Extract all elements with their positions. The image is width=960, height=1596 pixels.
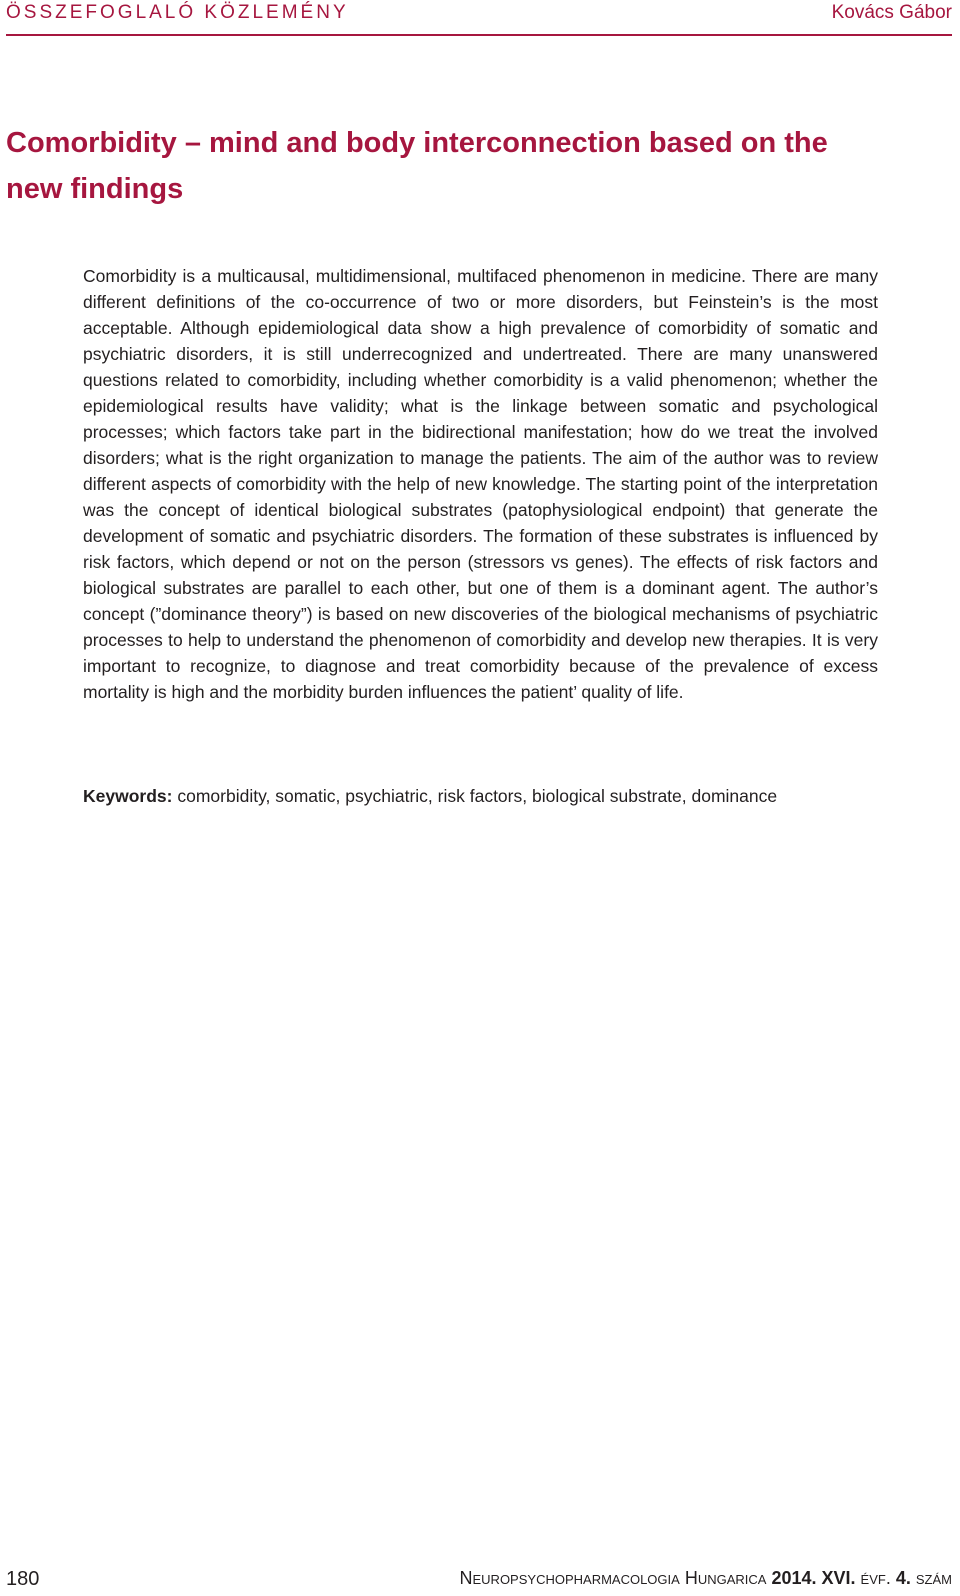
keywords-list: comorbidity, somatic, psychiatric, risk factors, biological substrate, dominance: [177, 786, 778, 806]
running-header: [6, 0, 952, 36]
section-label: ÖSSZEFOGLALÓ KÖZLEMÉNY: [6, 2, 349, 23]
volume-unit: évf.: [860, 1568, 891, 1588]
article-title: Comorbidity – mind and body interconnection based on the new findings: [6, 127, 828, 205]
journal-issue: 4.: [895, 1568, 911, 1588]
issue-unit: szám: [915, 1568, 952, 1588]
author-name: Kovács Gábor: [831, 2, 952, 23]
page-number: 180: [6, 1568, 40, 1590]
keywords: [83, 783, 878, 809]
abstract-text: Comorbidity is a multicausal, multidimensional, multifaced phenomenon in medicine. There are many different definitions of the co-occurrence of two or more disorders, but Feinstein’s is the most acceptable. Although epidemiological data show a high prevalence of comorbidity of somatic and psychiatric disorders, it is still underrecognized and undertreated. There are many unanswered questions related to comorbidity, including whether comorbidity is a valid phenomenon; whether the epidemiological results have validity; what is the linkage between somatic and psychological processes; which factors take part in the bidirectional manifestation; how do we treat the involved disorders; what is the right organization to manage the patients. The aim of the author was to review different aspects of comorbidity with the help of new knowledge. The starting point of the interpretation was the concept of identical biological substrates (patophysiological endpoint) that generate the development of somatic and psychiatric disorders. The formation of these substrates is influenced by risk factors, which depend or not on the person (stressors vs genes). The effects of risk factors and biological substrates are parallel to each other, but one of them is a dominant agent. The author’s concept (”dominance theory”) is based on new discoveries of the biological mechanisms of psychiatric processes to help to understand the phenomenon of comorbidity and develop new therapies. It is very important to recognize, to diagnose and treat comorbidity because of the prevalence of excess mortality is high and the morbidity burden influences the patient’ quality of life.: [83, 266, 878, 702]
keywords-label: Keywords:: [83, 786, 173, 806]
journal-volume: 2014. XVI.: [771, 1568, 856, 1588]
journal-citation: [460, 1568, 953, 1589]
journal-name: Neuropsychopharmacologia Hungarica: [459, 1568, 767, 1588]
running-footer: [6, 1566, 952, 1594]
